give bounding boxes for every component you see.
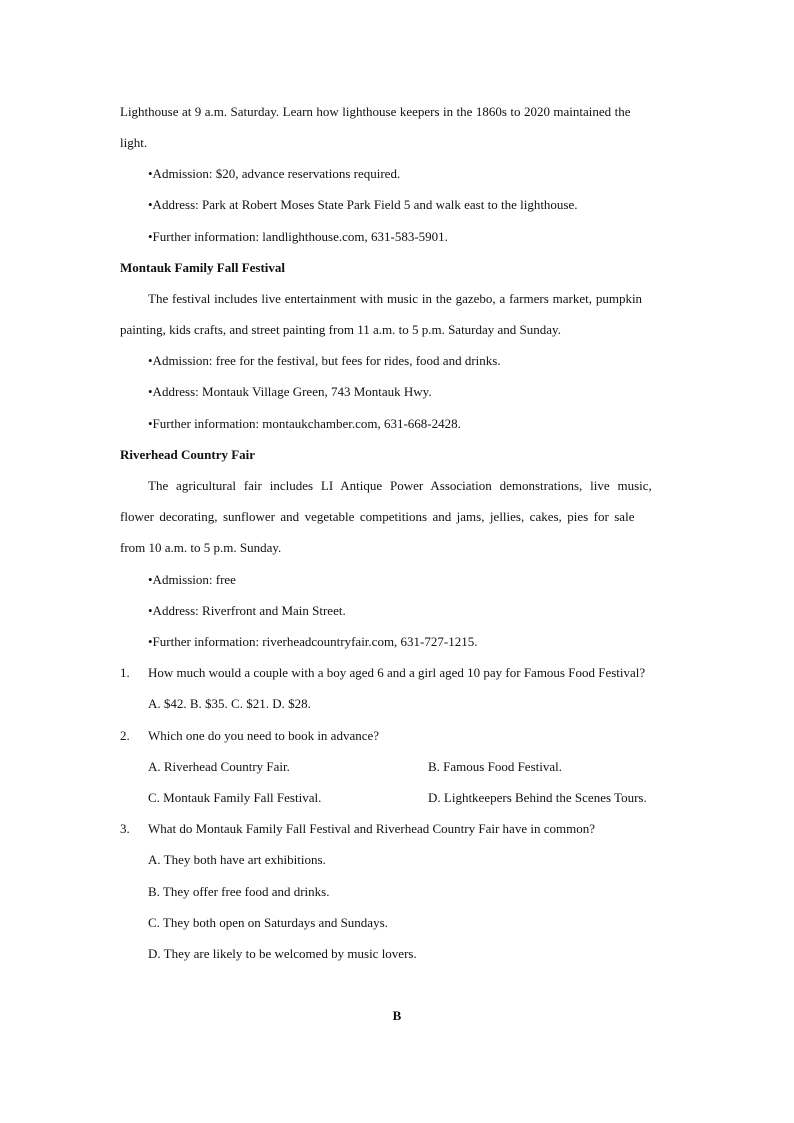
riverhead-text-line-3: from 10 a.m. to 5 p.m. Sunday. <box>120 540 282 555</box>
riverhead-admission: •Admission: free <box>148 572 236 587</box>
montauk-text-line-1: The festival includes live entertainment with music in the gazebo, a farmers market, pumpkin <box>148 291 643 306</box>
riverhead-address: •Address: Riverfront and Main Street. <box>148 603 346 618</box>
lighthouse-text-line-2: light. <box>120 135 148 150</box>
question-2-option-d: D. Lightkeepers Behind the Scenes Tours. <box>428 790 647 805</box>
question-1-text: How much would a couple with a boy aged 6 and a girl aged 10 pay for Famous Food Festival? <box>148 665 646 680</box>
lighthouse-admission: •Admission: $20, advance reservations required. <box>148 166 401 181</box>
question-3-option-c: C. They both open on Saturdays and Sundays. <box>148 915 388 930</box>
montauk-further-info: •Further information: montaukchamber.com, 631-668-2428. <box>148 416 461 431</box>
montauk-heading: Montauk Family Fall Festival <box>120 260 286 275</box>
question-1-options: A. $42. B. $35. C. $21. D. $28. <box>148 696 311 711</box>
riverhead-further-info: •Further information: riverheadcountryfair.com, 631-727-1215. <box>148 634 478 649</box>
question-2-option-b: B. Famous Food Festival. <box>428 759 562 774</box>
montauk-address: •Address: Montauk Village Green, 743 Montauk Hwy. <box>148 384 432 399</box>
question-1-number: 1. <box>120 665 130 680</box>
question-3-number: 3. <box>120 821 130 836</box>
question-3-option-b: B. They offer free food and drinks. <box>148 884 330 899</box>
question-3-option-d: D. They are likely to be welcomed by music lovers. <box>148 946 417 961</box>
lighthouse-text-line-1-content: Lighthouse at 9 a.m. Saturday. Learn how lighthouse keepers in the 1860s to 2020 maintained the <box>120 104 631 119</box>
question-3-option-a: A. They both have art exhibitions. <box>148 852 326 867</box>
question-2-option-c: C. Montauk Family Fall Festival. <box>148 790 322 805</box>
question-3-text: What do Montauk Family Fall Festival and Riverhead Country Fair have in common? <box>148 821 595 836</box>
montauk-text-line-2: painting, kids crafts, and street painting from 11 a.m. to 5 p.m. Saturday and Sunday. <box>120 322 561 337</box>
montauk-admission: •Admission: free for the festival, but fees for rides, food and drinks. <box>148 353 501 368</box>
question-2-number: 2. <box>120 728 130 743</box>
lighthouse-further-info: •Further information: landlighthouse.com, 631-583-5901. <box>148 229 448 244</box>
section-b-heading: B <box>392 1008 402 1023</box>
riverhead-heading: Riverhead Country Fair <box>120 447 256 462</box>
lighthouse-address: •Address: Park at Robert Moses State Park Field 5 and walk east to the lighthouse. <box>148 197 578 212</box>
riverhead-text-line-1: The agricultural fair includes LI Antique Power Association demonstrations, live music, <box>148 478 652 493</box>
question-2-text: Which one do you need to book in advance? <box>148 728 380 743</box>
riverhead-text-line-2: flower decorating, sunflower and vegetable competitions and jams, jellies, cakes, pies for sale <box>120 509 635 524</box>
question-2-option-a: A. Riverhead Country Fair. <box>148 759 290 774</box>
lighthouse-text-line-1 <box>120 104 674 120</box>
